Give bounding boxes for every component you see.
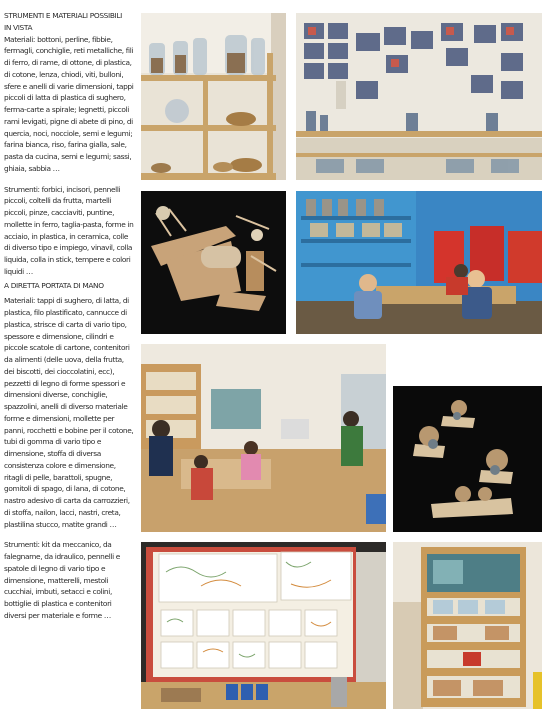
heading-line-2: IN VISTA: [4, 22, 33, 32]
classroom-table-photo: [141, 344, 386, 532]
section-heading-at-hand: A DIRETTA PORTATA DI MANO: [4, 280, 104, 290]
heading-line-1: STRUMENTI E MATERIALI POSSIBILI: [4, 11, 122, 20]
materials-at-hand-paragraph: Materiali: tappi di sughero, di latta, di plastica, filo plastificato, cannucce di plastica, strisce di carta di vario tipo, spessore e dimensione, cilindri e piccole scatole di cartone, contenitori da alimenti (delle uova, della frutta, dei biscotti, dei cioccolatini, ecc), pezzetti di legno di forme spessori e dimensioni diverse, conchiglie, spazzolini, anelli di diverso materiale forme e dimensioni, mollette per panni, rocchetti e bobine per il cotone, tubi di gomma di vario tipo e dimensione, stoffa di diversa consistenza colore e dimensione, ritagli di pelle, barattoli, spugne, gomitoli di spago, di lana, di cotone, nastro adesivo di carta da carrozzieri, di stoffa, nailon, lacci, nastri, creta, plastilina stucco, matite grandi …: [4, 296, 134, 529]
wooden-sculpture-photo: [141, 191, 286, 334]
tools-in-view-paragraph: Strumenti: forbici, incisori, pennelli piccoli, coltelli da frutta, martelli piccoli, pinze, cacciaviti, puntine, mollette in ferro, taglia-pasta, forme in acciaio, in plastica, in ceramica, colle di diverso tipo e impiego, vinavil, colla liquida, colla in stick, tempere e colori liquidi …: [4, 184, 134, 276]
drawings-board-photo: [141, 542, 386, 709]
section-heading-in-view: [4, 10, 134, 34]
classroom-wall-with-photos-photo: [296, 13, 542, 180]
materials-in-view-paragraph: Materiali: bottoni, perline, fibbie, fermagli, conchiglie, reti metalliche, fili di ferro, di rame, di ottone, di plastica, di cotone, lenza, chiodi, viti, bulloni, sfere e anelli di varie dimensioni, tappi piccoli di latta di plastica di sughero, ferma-carte a spirale; legnetti, piccoli rami levigati, pigne di abete di pino, di quercia, noci, nocciole, semi e legumi; farina bianca, riso, farina gialla, sale, pasta da cucina, semi e legumi; sassi, ghiaia, sabbia …: [4, 34, 134, 173]
text-column: [4, 10, 134, 622]
children-painting-photo: [296, 191, 542, 334]
tools-at-hand-paragraph: Strumenti: kit da meccanico, da falegname, da idraulico, pennelli e spatole di legno di vario tipo e dimensione, matterelli, mestoli cucchiai, imbuti, setacci e colini, bottiglie di plastica e contenitori diversi per materiale e forme …: [4, 540, 120, 620]
shelves-with-jars-photo: [141, 13, 286, 180]
wooden-cabinet-photo: [393, 542, 542, 709]
small-sculptures-photo: [393, 386, 542, 532]
